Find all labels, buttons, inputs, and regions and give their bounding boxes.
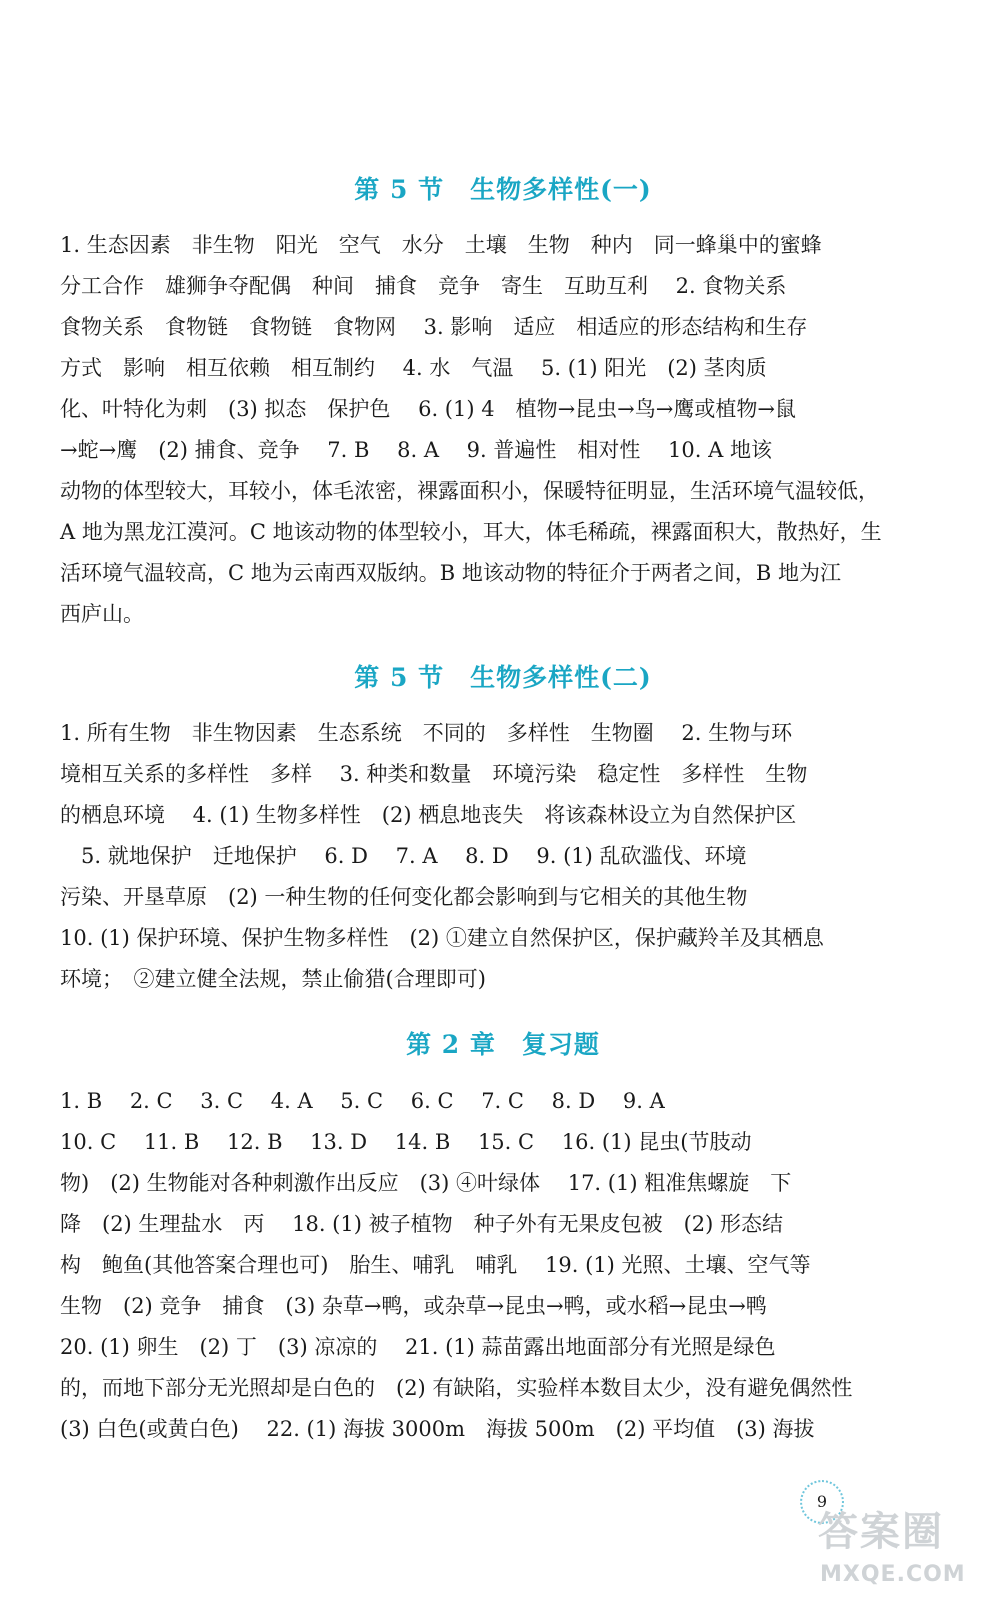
text-line: 的，而地下部分无光照却是白色的 (2) 有缺陷，实验样本数目太少，没有避免偶然性 <box>60 1376 853 1400</box>
text-line: →蛇→鹰 (2) 捕食、竞争 7. B 8. A 9. 普遍性 相对性 10. A 地该 <box>60 438 772 462</box>
text-line: 降 (2) 生理盐水 丙 18. (1) 被子植物 种子外有无果皮包被 (2) 形态结 <box>60 1212 784 1236</box>
text-line: 5. 就地保护 迁地保护 6. D 7. A 8. D 9. (1) 乱砍滥伐、环境 <box>60 844 747 868</box>
text-line: A 地为黑龙江漠河。C 地该动物的体型较小，耳大，体毛稀疏，裸露面积大，散热好，生 <box>60 520 882 544</box>
page-number: 9 <box>800 1480 844 1524</box>
watermark-title: 答案圈 <box>818 1509 944 1555</box>
watermark-url: MXQE.COM <box>820 1562 966 1587</box>
text-line: (3) 白色(或黄白色) 22. (1) 海拔 3000m 海拔 500m (2) 平均值 (3) 海拔 <box>60 1417 815 1441</box>
text-line: 化、叶特化为刺 (3) 拟态 保护色 6. (1) 4 植物→昆虫→鸟→鹰或植物→鼠 <box>60 397 796 421</box>
section-heading-chapter-2-review: 第 2 章 复习题 <box>406 1030 600 1059</box>
text-line: 西庐山。 <box>60 602 144 626</box>
text-line: 方式 影响 相互依赖 相互制约 4. 水 气温 5. (1) 阳光 (2) 茎肉质 <box>60 356 767 380</box>
text-line: 活环境气温较高，C 地为云南西双版纳。B 地该动物的特征介于两者之间，B 地为江 <box>60 561 841 585</box>
text-line: 构 鲍鱼(其他答案合理也可) 胎生、哺乳 哺乳 19. (1) 光照、土壤、空气等 <box>60 1253 811 1277</box>
text-line: 的栖息环境 4. (1) 生物多样性 (2) 栖息地丧失 将该森林设立为自然保护区 <box>60 803 797 827</box>
text-line: 动物的体型较大，耳较小，体毛浓密，裸露面积小，保暖特征明显，生活环境气温较低， <box>60 479 879 503</box>
text-line: 10. C 11. B 12. B 13. D 14. B 15. C 16. (1) 昆虫(节肢动 <box>60 1130 752 1154</box>
text-line: 1. 所有生物 非生物因素 生态系统 不同的 多样性 生物圈 2. 生物与环 <box>60 721 793 745</box>
text-line: 生物 (2) 竞争 捕食 (3) 杂草→鸭，或杂草→昆虫→鸭，或水稻→昆虫→鸭 <box>60 1294 767 1318</box>
section-heading-biodiversity-1: 第 5 节 生物多样性(一) <box>354 175 652 204</box>
text-line: 污染、开垦草原 (2) 一种生物的任何变化都会影响到与它相关的其他生物 <box>60 885 748 909</box>
text-line: 环境； ②建立健全法规，禁止偷猎(合理即可) <box>60 967 486 991</box>
text-line: 分工合作 雄狮争夺配偶 种间 捕食 竞争 寄生 互助互利 2. 食物关系 <box>60 274 787 298</box>
text-line: 10. (1) 保护环境、保护生物多样性 (2) ①建立自然保护区，保护藏羚羊及其栖息 <box>60 926 824 950</box>
section-heading-biodiversity-2: 第 5 节 生物多样性(二) <box>354 663 652 692</box>
text-line: 物) (2) 生物能对各种刺激作出反应 (3) ④叶绿体 17. (1) 粗准焦螺旋 下 <box>60 1171 792 1195</box>
text-line: 1. 生态因素 非生物 阳光 空气 水分 土壤 生物 种内 同一蜂巢中的蜜蜂 <box>60 233 822 257</box>
text-line: 境相互关系的多样性 多样 3. 种类和数量 环境污染 稳定性 多样性 生物 <box>60 762 808 786</box>
text-line: 食物关系 食物链 食物链 食物网 3. 影响 适应 相适应的形态结构和生存 <box>60 315 808 339</box>
text-line: 1. B 2. C 3. C 4. A 5. C 6. C 7. C 8. D 9. A <box>60 1089 665 1113</box>
watermark-logo <box>818 1500 998 1595</box>
text-line: 20. (1) 卵生 (2) 丁 (3) 凉凉的 21. (1) 蒜苗露出地面部分有光照是绿色 <box>60 1335 776 1359</box>
